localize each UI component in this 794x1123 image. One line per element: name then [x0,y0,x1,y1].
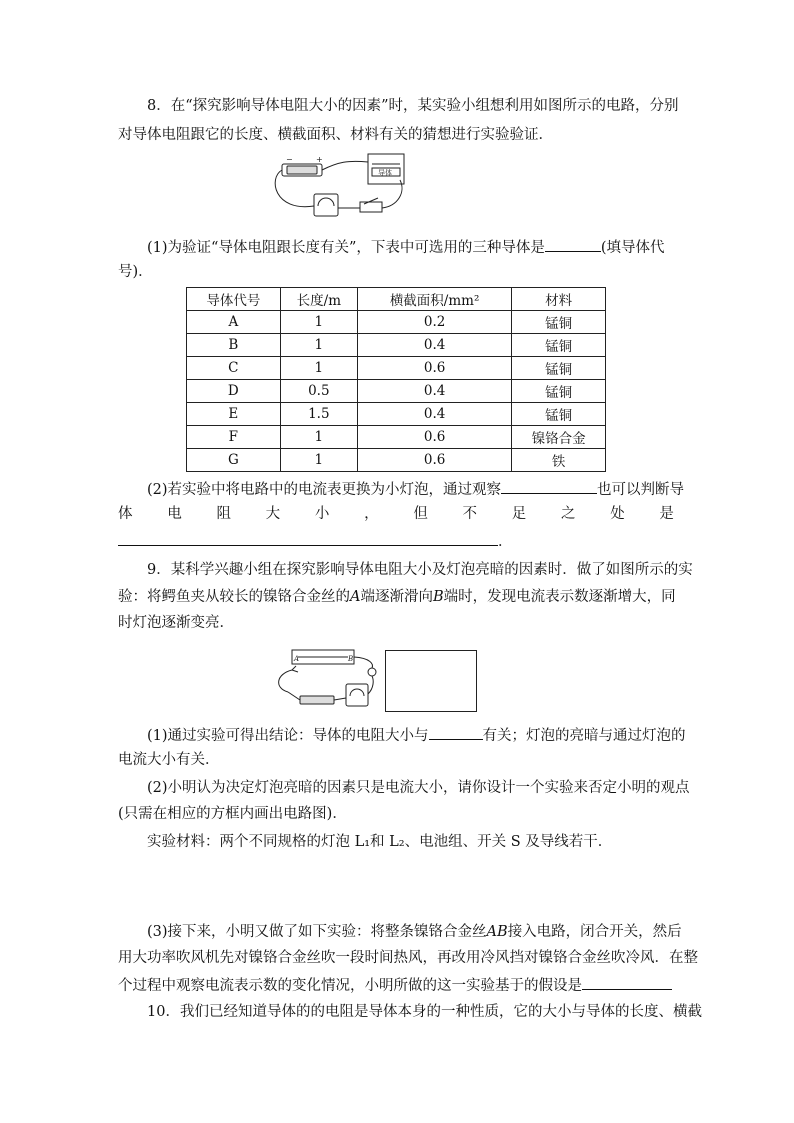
q9-sub1-line1 [147,724,686,746]
table-cell: B [187,334,281,357]
table-cell: 0.4 [357,380,511,403]
table-cell: 0.2 [357,311,511,334]
q9-sub2-line1: (2)小明认为决定灯泡亮暗的因素只是电流大小，请你设计一个实验来否定小明的观点 [147,780,690,796]
q8-sub2-text-a: (2)若实验中将电路中的电流表更换为小灯泡，通过观察 [147,482,502,498]
q9-sub1-text-b: 有关；灯泡的亮暗与通过灯泡的 [482,728,686,744]
q8-sub2-shortcoming-blank[interactable] [118,530,498,546]
table-cell: 锰铜 [512,403,606,426]
q9-line2-a: 验：将鳄鱼夹从较长的镍铬合金丝的 [118,589,350,605]
q8-sub2-observe-blank[interactable] [501,478,597,494]
q8-sub2-char: 足 [511,506,527,522]
q8-sub2-char: 但 [413,506,428,522]
table-cell: D [187,380,281,403]
q8-sub2-char: 阻 [216,506,231,522]
table-cell: 锰铜 [512,311,606,334]
q8-figure-conductor-label: 导体 [378,169,392,177]
table-cell: 锰铜 [512,380,606,403]
q9-line2 [118,587,678,607]
q8-sub1-text-b: (填导体代 [600,240,665,256]
q8-line1: 8．在“探究影响导体电阻大小的因素”时，某实验小组想利用如图所示的电路，分别 [147,98,679,114]
q8-figure-minus-label: − [286,155,293,164]
table-cell: 0.6 [357,357,511,380]
q9-line1: 9．某科学兴趣小组在探究影响导体电阻大小及灯泡亮暗的因素时．做了如图所示的实 [147,562,693,578]
circuit-drawing-box[interactable] [385,650,477,712]
q8-sub1-answer-blank[interactable] [545,236,601,252]
table-cell: 0.5 [280,380,357,403]
q10-line1: 10．我们已经知道导体的的电阻是导体本身的一种性质，它的大小与导体的长度、横截 [147,1004,702,1020]
q9-figure-label-B: B [348,655,354,663]
table-row [187,403,606,426]
q8-sub2-char: 电 [167,506,182,522]
q9-line2-B: B [432,589,444,605]
q9-sub3-AB: AB [486,924,508,940]
q9-circuit-figure [270,648,378,714]
q9-line2-c: 端时，发现电流表示数逐渐增大，同 [443,589,676,605]
q8-line2: 对导体电阻跟它的长度、横截面积、材料有关的猜想进行实验验证． [118,127,553,143]
table-header: 材料 [512,288,606,311]
table-row [187,449,606,472]
q9-sub1-line2: 电流大小有关． [118,752,220,768]
table-cell: 锰铜 [512,334,606,357]
table-cell: F [187,426,281,449]
q9-line3: 时灯泡逐渐变亮． [118,615,234,631]
q9-sub3-line1 [147,922,682,942]
table-cell: 1 [280,357,357,380]
table-cell: E [187,403,281,426]
table-cell: 0.6 [357,449,511,472]
table-header: 横截面积/mm² [357,288,511,311]
q9-sub3-text-a: (3)接下来，小明又做了如下实验：将整条镍铬合金丝 [147,924,487,940]
q9-sub1-text-a: (1)通过实验可得出结论：导体的电阻大小与 [147,728,429,744]
table-cell: C [187,357,281,380]
table-cell: 0.4 [357,403,511,426]
q8-sub2-char: 之 [560,506,576,522]
table-cell: 1 [280,311,357,334]
q9-sub1-answer-blank[interactable] [429,724,483,740]
table-cell: 1.5 [280,403,357,426]
table-row [187,426,606,449]
q8-sub2-line1 [147,478,685,500]
table-header-row [187,288,606,311]
table-cell: 0.4 [357,334,511,357]
q9-sub3-line3 [118,974,678,996]
q8-sub2-char: 不 [462,506,478,522]
q9-materials: 实验材料：两个不同规格的灯泡 L₁和 L₂、电池组、开关 S 及导线若干． [147,834,613,850]
q8-sub1-line2: 号)． [118,264,153,280]
q8-sub2-char: ， [364,506,379,522]
q9-sub3-text-b: 接入电路，闭合开关，然后 [507,924,682,940]
q9-line2-A: A [350,589,361,605]
table-row [187,334,606,357]
q9-sub3-hypothesis-blank[interactable] [582,974,672,990]
table-header: 导体代号 [187,288,281,311]
q8-sub2-char: 体 [118,506,133,522]
q9-sub3-line2: 用大功率吹风机先对镍铬合金丝吹一段时间热风，再改用冷风挡对镍铬合金丝吹冷风．在整 [118,950,698,966]
q8-sub1-text-a: (1)为验证“导体电阻跟长度有关”，下表中可选用的三种导体是 [147,240,545,256]
q8-sub2-char: 处 [610,506,625,522]
q9-line2-b: 端逐渐滑向 [360,589,433,605]
table-cell: 1 [280,426,357,449]
q8-sub2-line2 [118,504,674,524]
table-cell: 镍铬合金 [512,426,606,449]
table-cell: G [187,449,281,472]
table-row [187,311,606,334]
q8-sub2-end: ． [498,534,513,550]
table-row [187,380,606,403]
table-cell: 1 [280,449,357,472]
q8-sub2-line3 [118,530,678,552]
q8-sub2-char: 是 [659,506,674,522]
q9-figure-label-A: A [294,655,300,663]
q8-sub2-text-b: 也可以判断导 [597,482,685,498]
q9-sub3-text-c: 个过程中观察电流表示数的变化情况，小明所做的这一实验基于的假设是 [118,978,582,994]
table-cell: 1 [280,334,357,357]
q8-figure-plus-label: + [316,155,323,164]
q8-sub2-char: 小 [314,506,330,522]
conductor-table [186,287,606,472]
table-cell: A [187,311,281,334]
table-cell: 锰铜 [512,357,606,380]
q9-sub2-line2: (只需在相应的方框内画出电路图)． [118,806,347,822]
table-cell: 铁 [512,449,606,472]
q8-sub2-char: 大 [265,506,281,522]
q8-circuit-figure [268,152,408,230]
table-row [187,357,606,380]
q8-sub1-line1 [147,236,678,258]
table-header: 长度/m [280,288,357,311]
table-cell: 0.6 [357,426,511,449]
